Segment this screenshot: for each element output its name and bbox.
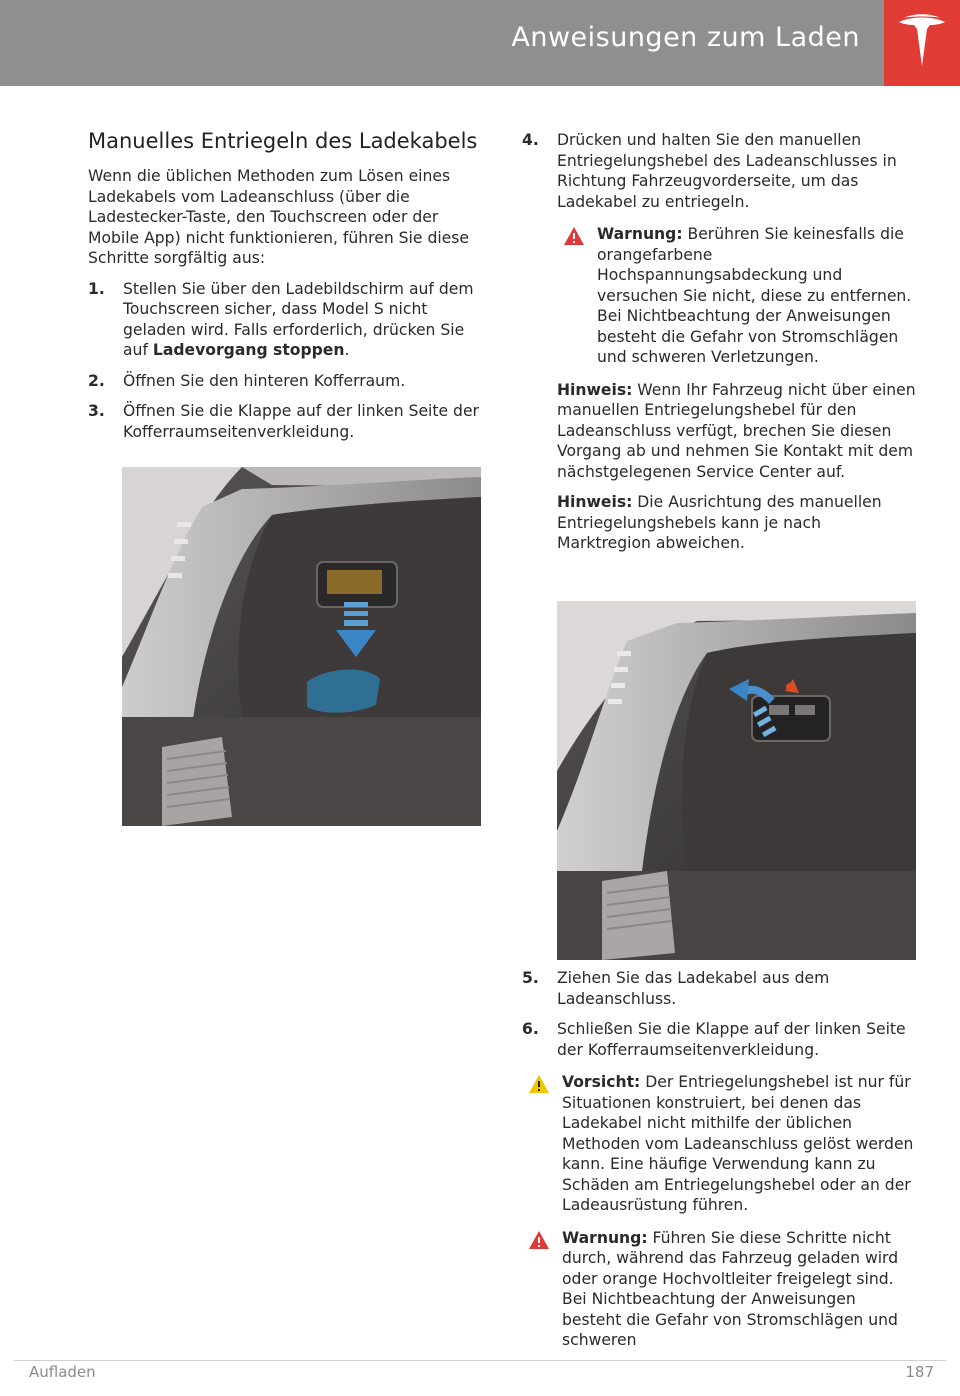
- step-text: Öffnen Sie die Klappe auf der linken Seite der Kofferraumseitenverkleidung.: [123, 402, 479, 441]
- step-number: 2.: [88, 371, 105, 390]
- caution-label: Vorsicht:: [562, 1073, 641, 1091]
- caution-icon: [528, 1074, 550, 1094]
- step-6: [522, 1019, 918, 1060]
- warning-icon: [528, 1230, 550, 1250]
- step-3: [88, 401, 483, 442]
- right-column: [522, 130, 918, 564]
- step-1: [88, 279, 483, 361]
- step-text: Schließen Sie die Klappe auf der linken Seite der Kofferraumseitenverkleidung.: [557, 1020, 906, 1059]
- step-number: 3.: [88, 402, 105, 420]
- caution-notice: [522, 1072, 918, 1216]
- note-text: Die Ausrichtung des manuellen Entriegelungshebels kann je nach Marktregion abweichen.: [557, 493, 882, 552]
- step-text: Stellen Sie über den Ladebildschirm auf dem Touchscreen sicher, dass Model S nicht geladen wird. Falls erforderlich, drücken Sie auf: [123, 279, 474, 359]
- step-number: 5.: [522, 969, 539, 987]
- step-number: 6.: [522, 1020, 539, 1038]
- step-number: 1.: [88, 279, 105, 298]
- note-paragraph: [557, 380, 918, 483]
- warning-icon: [563, 226, 585, 246]
- warning-label: Warnung:: [597, 225, 683, 243]
- warning-notice: [557, 224, 918, 368]
- note-label: Hinweis:: [557, 380, 633, 399]
- brand-logo: [884, 0, 960, 86]
- intro-paragraph: Wenn die üblichen Methoden zum Lösen eines Ladekabels vom Ladeanschluss (über die Ladestecker-Taste, den Touchscreen oder der Mobile App) nicht funktionieren, führen Sie diese Schritte sorgfältig aus:: [88, 167, 469, 267]
- step-2: [88, 371, 483, 392]
- footer-section: Aufladen: [29, 1363, 96, 1381]
- step-tail: .: [344, 341, 350, 359]
- page-header: [0, 0, 960, 86]
- warning-label: Warnung:: [562, 1228, 648, 1247]
- step-text: Ziehen Sie das Ladekabel aus dem Ladeanschluss.: [557, 969, 830, 1008]
- step-text: Öffnen Sie den hinteren Kofferraum.: [123, 371, 406, 390]
- step-5: [522, 968, 918, 1009]
- warning-text: Führen Sie diese Schritte nicht durch, während das Fahrzeug geladen wird oder orange Hochvoltleiter freigelegt sind. Bei Nichtbeachtung der Anweisungen besteht die Gefahr von Stromschlägen und schweren: [562, 1228, 899, 1349]
- header-title: Anweisungen zum Laden: [511, 22, 860, 53]
- note-paragraph: [557, 492, 918, 554]
- left-column: [88, 128, 483, 452]
- step-4-details: [522, 224, 918, 554]
- note-text: Wenn Ihr Fahrzeug nicht über einen manuellen Entriegelungshebel für den Ladeanschluss verfügt, brechen Sie diesen Vorgang ab und nehmen Sie Kontakt mit dem nächstgelegenen Service Center auf.: [557, 380, 916, 481]
- footer-divider: [14, 1360, 946, 1361]
- step-4: [522, 130, 918, 212]
- page-number: 187: [905, 1363, 934, 1381]
- tesla-logo-icon: [897, 14, 947, 72]
- trunk-flap-illustration: [122, 467, 481, 826]
- step-text: Drücken und halten Sie den manuellen Entriegelungshebel des Ladeanschlusses in Richtung Fahrzeugvorderseite, um das Ladekabel zu entriegeln.: [557, 131, 897, 211]
- release-lever-illustration: [557, 601, 916, 960]
- section-heading: Manuelles Entriegeln des Ladekabels: [88, 129, 478, 153]
- note-label: Hinweis:: [557, 493, 633, 511]
- right-column-continued: [522, 968, 918, 1363]
- step-bold-term: Ladevorgang stoppen: [152, 341, 345, 359]
- warning-text: Berühren Sie keinesfalls die orangefarbene Hochspannungsabdeckung und versuchen Sie nicht, diese zu entfernen. Bei Nichtbeachtung der Anweisungen besteht die Gefahr von Stromschlägen und schweren Verletzungen.: [597, 225, 912, 366]
- step-number: 4.: [522, 131, 539, 149]
- caution-text: Der Entriegelungshebel ist nur für Situationen konstruiert, bei denen das Ladekabel nicht mithilfe der üblichen Methoden vom Ladeanschluss gelöst werden kann. Eine häufige Verwendung kann zu Schäden am Entriegelungshebel oder an der Ladeausrüstung führen.: [562, 1073, 914, 1214]
- warning-notice: [522, 1228, 918, 1351]
